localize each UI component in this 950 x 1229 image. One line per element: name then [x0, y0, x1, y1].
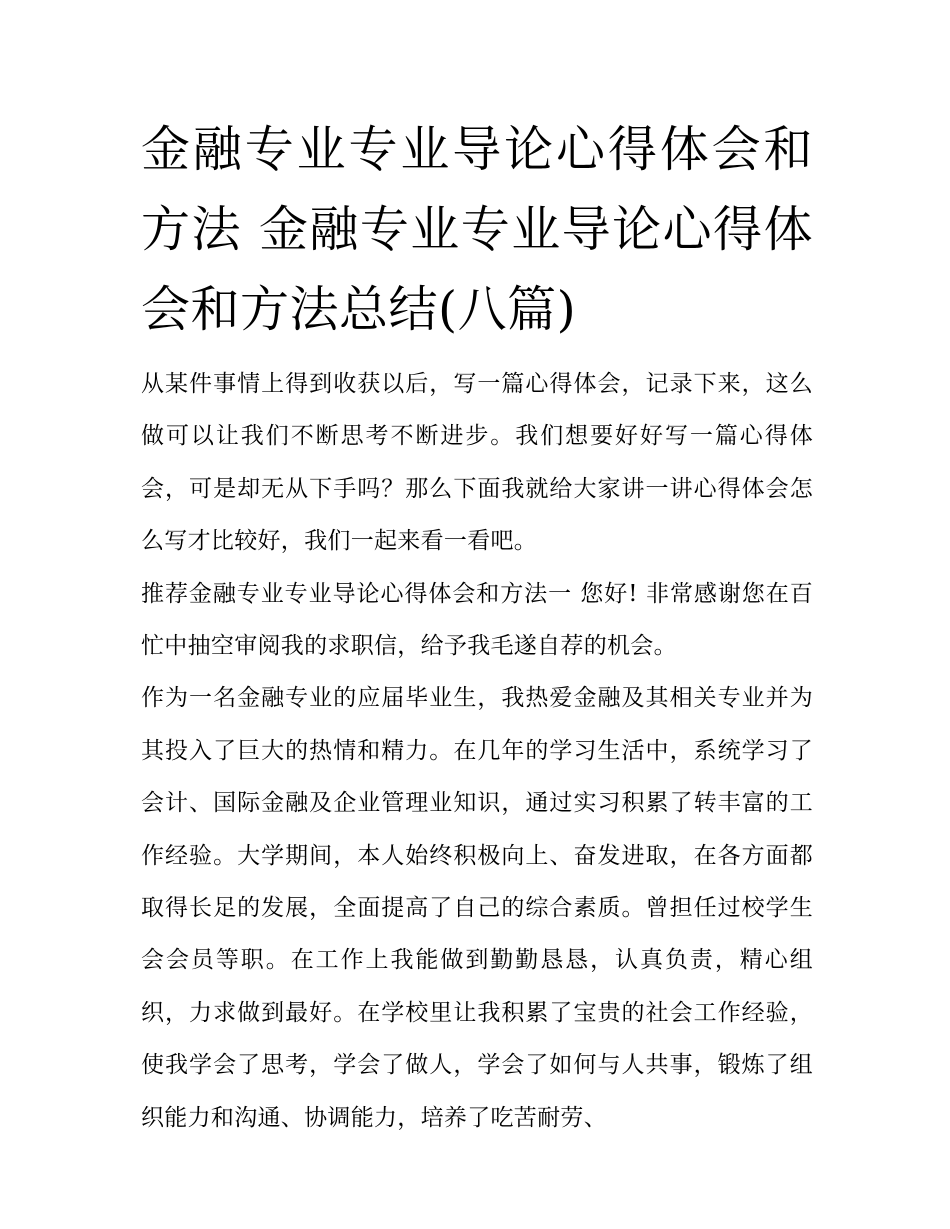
intro-paragraph: 从某件事情上得到收获以后，写一篇心得体会，记录下来，这么做可以让我们不断思考不断进步。我们想要好好写一篇心得体会，可是却无从下手吗？那么下面我就给大家讲一讲心得体会怎么写才比较好，我们一起来看一看吧。 [141, 371, 813, 555]
recommendation-paragraph: 推荐金融专业专业导论心得体会和方法一 您好! 非常感谢您在百忙中抽空审阅我的求职信，给予我毛遂自荐的机会。 [141, 580, 813, 660]
cover-letter-paragraph: 作为一名金融专业的应届毕业生，我热爱金融及其相关专业并为其投入了巨大的热情和精力。在几年的学习生活中，系统学习了会计、国际金融及企业管理业知识，通过实习积累了转丰富的工作经验。大学期间，本人始终积极向上、奋发进取，在各方面都取得长足的发展，全面提高了自己的综合素质。曾担任过校学生会会员等职。在工作上我能做到勤勤恳恳，认真负责，精心组织，力求做到最好。在学校里让我积累了宝贵的社会工作经验，使我学会了思考，学会了做人，学会了如何与人共事，锻炼了组织能力和沟通、协调能力，培养了吃苦耐劳、 [141, 685, 813, 1131]
document-body [141, 110, 813, 1144]
document-title: 金融专业专业导论心得体会和方法 金融专业专业导论心得体会和方法总结(八篇) [141, 121, 813, 338]
